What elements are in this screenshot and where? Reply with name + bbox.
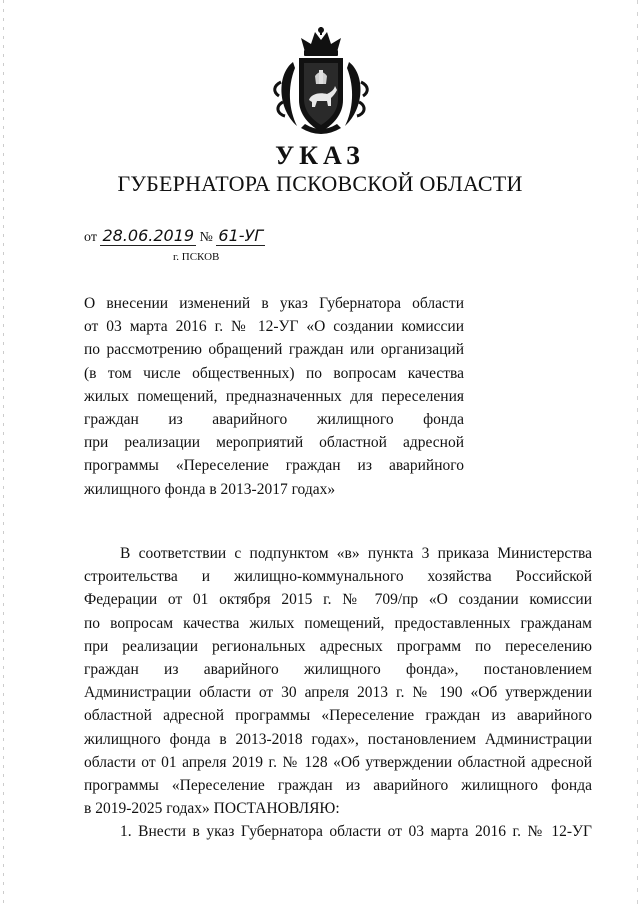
body-line: граждан из аварийного жилищного фонда», постановлением: [84, 660, 592, 678]
heading-line: О внесении изменений в указ Губернатора области: [84, 295, 464, 312]
decree-heading: [84, 292, 464, 501]
date-number-line: [84, 226, 265, 246]
body-line: Администрации области от 30 апреля 2013 г. № 190 «Об утверждении: [84, 684, 592, 702]
decree-body: [84, 542, 592, 843]
body-line: В соответствии с подпунктом «в» пункта 3 приказа Министерства: [120, 545, 592, 562]
body-line: жилищного фонда в 2013-2018 годах», постановлением Администрации: [84, 730, 592, 748]
heading-line: (в том числе общественных) по вопросам качества: [84, 364, 464, 382]
date-prefix: от: [84, 230, 97, 245]
document-title: УКАЗ: [275, 141, 365, 170]
body-line: в 2019-2025 годах» ПОСТАНОВЛЯЮ:: [84, 800, 340, 818]
body-line: программы «Переселение граждан из аварийного жилищного фонда: [84, 776, 592, 794]
heading-line: по рассмотрению обращений граждан или организаций: [84, 341, 464, 359]
pskov-coat-of-arms-icon: [271, 26, 371, 138]
handwritten-number: 61-УГ: [218, 226, 264, 245]
body-line: областной адресной программы «Переселение граждан из аварийного: [84, 707, 592, 725]
scan-edge-right: [637, 0, 638, 905]
body-line: Федерации от 01 октября 2015 г. № 709/пр «О создании комиссии: [84, 591, 592, 609]
body-line: при реализации региональных адресных программ по переселению: [84, 637, 592, 655]
city-label: г. ПСКОВ: [173, 251, 220, 263]
body-line: строительства и жилищно-коммунального хозяйства Российской: [84, 568, 592, 586]
body-line: области от 01 апреля 2019 г. № 128 «Об утверждении областной адресной: [84, 753, 592, 771]
scan-edge-left: [3, 0, 4, 905]
heading-line: жилищного фонда в 2013-2017 годах»: [84, 480, 336, 498]
body-line: по вопросам качества жилых помещений, предоставленных гражданам: [84, 614, 592, 632]
heading-line: граждан из аварийного жилищного фонда: [84, 410, 464, 428]
handwritten-date: 28.06.2019: [102, 226, 195, 245]
heading-line: от 03 марта 2016 г. № 12-УГ «О создании комиссии: [84, 318, 464, 336]
heading-line: при реализации мероприятий областной адресной: [84, 434, 464, 452]
document-subtitle: ГУБЕРНАТОРА ПСКОВСКОЙ ОБЛАСТИ: [117, 171, 523, 196]
body-line: 1. Внести в указ Губернатора области от 03 марта 2016 г. № 12-УГ: [120, 823, 592, 841]
heading-line: жилых помещений, предназначенных для переселения: [84, 387, 464, 405]
heading-line: программы «Переселение граждан из аварийного: [84, 457, 464, 475]
number-sign: №: [199, 230, 213, 245]
